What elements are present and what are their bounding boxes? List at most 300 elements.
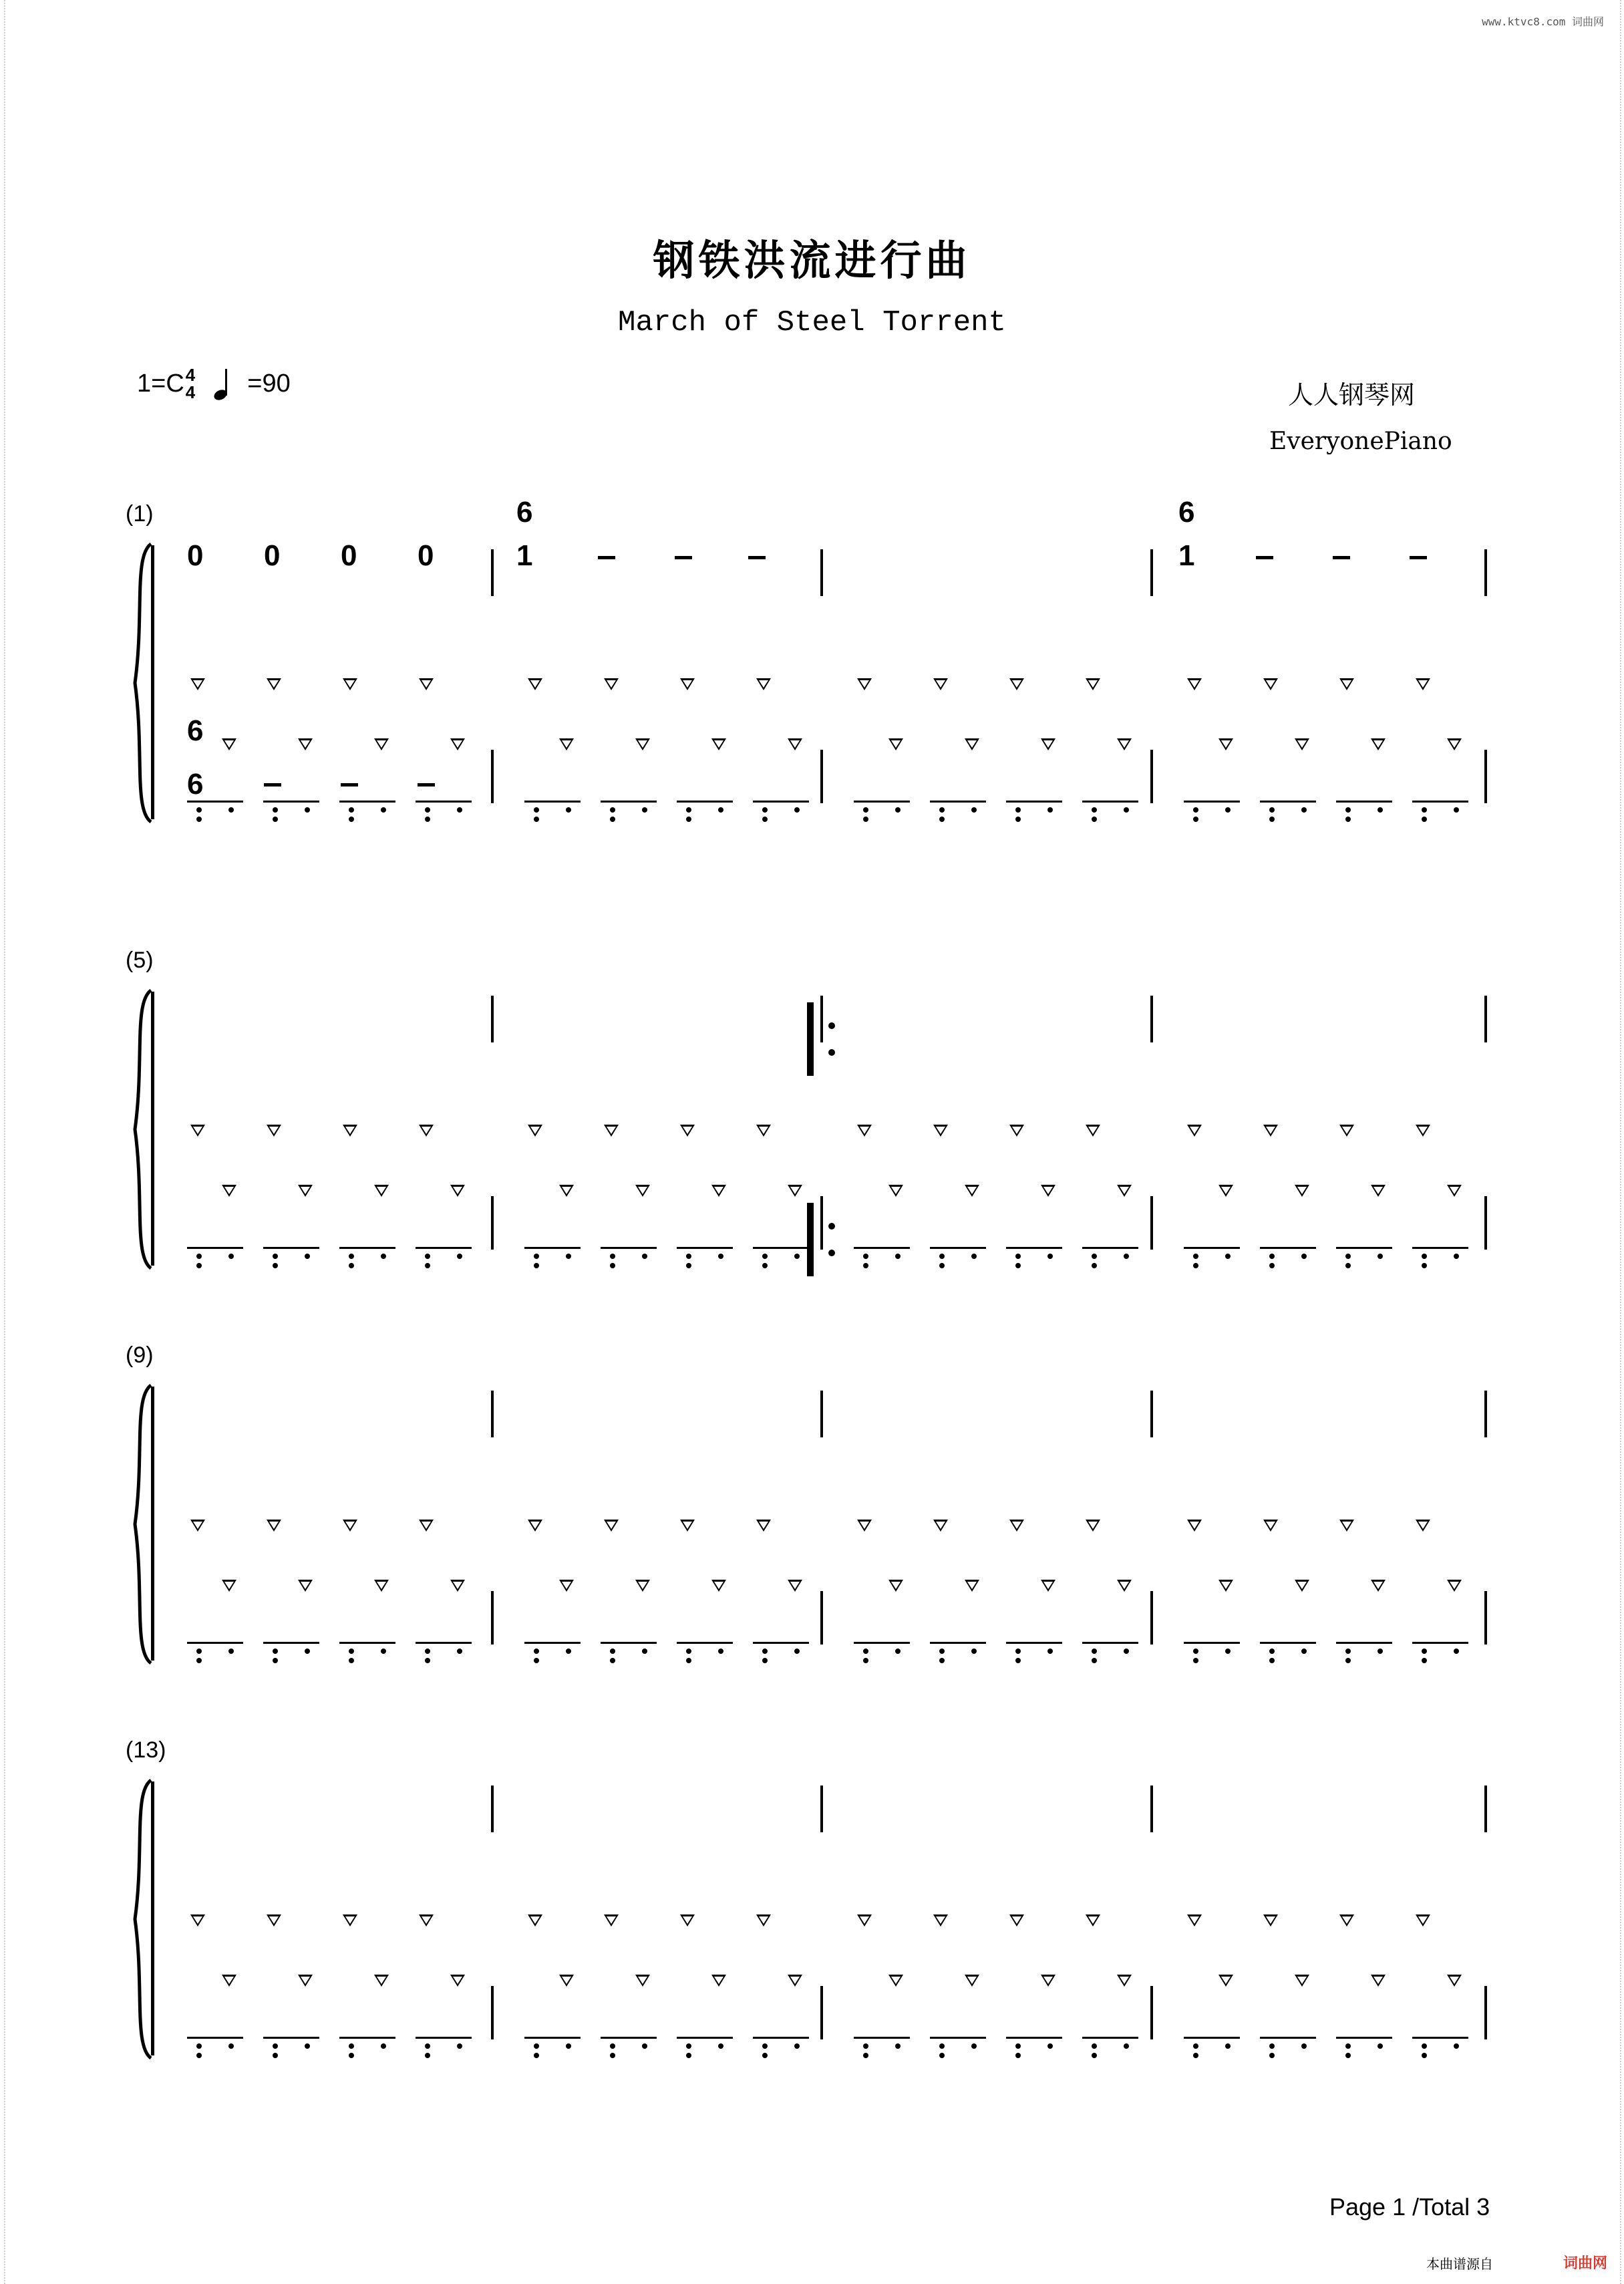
octave-dot (610, 817, 615, 822)
octave-dot (762, 1649, 768, 1654)
octave-dot (718, 2043, 723, 2049)
beat-underline (1412, 1247, 1468, 1249)
beat-underline (1082, 1642, 1138, 1644)
octave-dot (349, 2053, 354, 2058)
octave-dot (1377, 1254, 1383, 1259)
repeat-dot (828, 1250, 835, 1256)
accent-mark-icon (298, 1185, 313, 1197)
accent-mark-icon (1041, 1185, 1055, 1197)
beat-underline (1082, 1247, 1138, 1249)
beat-underline (677, 801, 733, 803)
beat-underline (1082, 801, 1138, 803)
octave-dot (762, 817, 768, 822)
sustain-dash (264, 783, 281, 787)
octave-dot (1015, 1649, 1021, 1654)
octave-dot (1345, 1254, 1351, 1259)
octave-dot (228, 807, 234, 813)
beat-underline (524, 2037, 581, 2039)
octave-dot (1269, 2053, 1275, 2058)
accent-mark-icon (711, 1185, 726, 1197)
beat-underline (263, 2037, 319, 2039)
octave-dot (1015, 2053, 1021, 2058)
beat-underline (1006, 1247, 1062, 1249)
accent-mark-icon (343, 1914, 357, 1926)
accent-mark-icon (267, 1125, 281, 1137)
accent-mark-icon (528, 1914, 542, 1926)
accent-mark-icon (888, 1975, 903, 1987)
octave-dot (1015, 807, 1021, 813)
octave-dot (1193, 1263, 1198, 1268)
octave-dot (1193, 1658, 1198, 1663)
octave-dot (425, 1658, 430, 1663)
octave-dot (1124, 1649, 1129, 1654)
accent-mark-icon (343, 1520, 357, 1532)
accent-mark-icon (528, 1125, 542, 1137)
octave-dot (425, 1254, 430, 1259)
beat-underline (677, 2037, 733, 2039)
octave-dot (1092, 807, 1097, 813)
octave-dot (971, 1254, 977, 1259)
octave-dot (305, 1254, 310, 1259)
accent-mark-icon (680, 1914, 695, 1926)
octave-dot (762, 2053, 768, 2058)
octave-dot (610, 2043, 615, 2049)
barline-bass (1484, 1591, 1487, 1645)
accent-mark-icon (857, 678, 872, 690)
accent-mark-icon (419, 1914, 434, 1926)
accent-mark-icon (965, 1580, 979, 1592)
beat-underline (601, 1642, 657, 1644)
accent-mark-icon (788, 1580, 802, 1592)
measure-number: (13) (126, 1737, 166, 1763)
accent-mark-icon (1117, 1975, 1132, 1987)
octave-dot (939, 807, 945, 813)
octave-dot (1377, 2043, 1383, 2049)
barline-treble (1150, 996, 1153, 1042)
accent-mark-icon (756, 1125, 771, 1137)
accent-mark-icon (1295, 1580, 1309, 1592)
accent-mark-icon (450, 1185, 465, 1197)
octave-dot (1047, 1649, 1053, 1654)
measure-number: (1) (126, 501, 154, 527)
octave-dot (794, 807, 800, 813)
barline-treble (820, 996, 823, 1042)
sustain-dash (598, 556, 615, 559)
octave-dot (939, 1263, 945, 1268)
accent-mark-icon (1187, 1125, 1202, 1137)
octave-dot (1345, 817, 1351, 822)
accent-mark-icon (1219, 1975, 1233, 1987)
octave-dot (1269, 1254, 1275, 1259)
beat-underline (416, 801, 472, 803)
accent-mark-icon (756, 678, 771, 690)
octave-dot (425, 2043, 430, 2049)
accent-mark-icon (1263, 678, 1278, 690)
octave-dot (610, 1254, 615, 1259)
measure-number: (9) (126, 1342, 154, 1368)
octave-dot (718, 807, 723, 813)
accent-mark-icon (1339, 1125, 1354, 1137)
system-left-bar (151, 992, 154, 1266)
octave-dot (425, 817, 430, 822)
barline-bass (1484, 1196, 1487, 1250)
key-label: 1=C (137, 369, 184, 398)
octave-dot (610, 2053, 615, 2058)
accent-mark-icon (222, 1975, 236, 1987)
octave-dot (534, 2043, 539, 2049)
octave-dot (718, 1649, 723, 1654)
accent-mark-icon (1416, 678, 1430, 690)
octave-dot (273, 1658, 278, 1663)
octave-dot (196, 2043, 202, 2049)
octave-dot (1015, 817, 1021, 822)
repeat-barline (807, 1203, 814, 1276)
accent-mark-icon (888, 1185, 903, 1197)
beat-underline (601, 801, 657, 803)
octave-dot (1422, 1649, 1427, 1654)
octave-dot (349, 1254, 354, 1259)
barline-treble (491, 1391, 494, 1437)
accent-mark-icon (1117, 738, 1132, 750)
sustain-dash (1256, 556, 1273, 559)
barline-treble (1150, 1786, 1153, 1832)
barline-treble (1150, 549, 1153, 596)
octave-dot (1301, 2043, 1307, 2049)
sustain-dash (341, 783, 358, 787)
beat-underline (1336, 1642, 1392, 1644)
barline-bass (820, 750, 823, 803)
octave-dot (762, 1658, 768, 1663)
accent-mark-icon (298, 1580, 313, 1592)
octave-dot (1345, 2053, 1351, 2058)
octave-dot (971, 807, 977, 813)
octave-dot (566, 2043, 571, 2049)
octave-dot (895, 1254, 901, 1259)
octave-dot (939, 817, 945, 822)
accent-mark-icon (788, 738, 802, 750)
barline-bass (491, 1196, 494, 1250)
beat-underline (1260, 2037, 1316, 2039)
accent-mark-icon (1009, 1520, 1024, 1532)
barline-treble (820, 549, 823, 596)
accent-mark-icon (857, 1914, 872, 1926)
beat-underline (187, 1247, 243, 1249)
accent-mark-icon (711, 1975, 726, 1987)
accent-mark-icon (419, 1125, 434, 1137)
accent-mark-icon (635, 1185, 650, 1197)
octave-dot (1124, 2043, 1129, 2049)
accent-mark-icon (343, 1125, 357, 1137)
octave-dot (534, 1649, 539, 1654)
octave-dot (381, 1649, 386, 1654)
sustain-dash (675, 556, 692, 559)
beat-underline (753, 1247, 809, 1249)
octave-dot (457, 1649, 462, 1654)
beat-underline (187, 1642, 243, 1644)
octave-dot (895, 807, 901, 813)
accent-mark-icon (190, 1125, 205, 1137)
page-edge-right (1611, 0, 1621, 2284)
octave-dot (1193, 1254, 1198, 1259)
credit-chinese: 人人钢琴网 (1288, 380, 1416, 410)
octave-dot (1092, 1658, 1097, 1663)
beat-underline (1260, 1247, 1316, 1249)
barline-bass (1484, 750, 1487, 803)
barline-treble (491, 549, 494, 596)
score-title: 钢铁洪流进行曲 (653, 236, 971, 285)
repeat-dot (828, 1223, 835, 1230)
octave-dot (939, 1649, 945, 1654)
footer-site-logo: 词曲网 (1563, 2255, 1608, 2271)
octave-dot (1422, 807, 1427, 813)
octave-dot (642, 1254, 647, 1259)
octave-dot (686, 1254, 691, 1259)
accent-mark-icon (190, 1914, 205, 1926)
octave-dot (534, 1263, 539, 1268)
note: 6 (187, 714, 204, 747)
octave-dot (196, 2053, 202, 2058)
octave-dot (305, 1649, 310, 1654)
accent-mark-icon (190, 678, 205, 690)
beat-underline (930, 1247, 986, 1249)
measure-number: (5) (126, 948, 154, 973)
accent-mark-icon (222, 1185, 236, 1197)
octave-dot (1015, 1263, 1021, 1268)
octave-dot (196, 1649, 202, 1654)
accent-mark-icon (1416, 1125, 1430, 1137)
octave-dot (794, 2043, 800, 2049)
octave-dot (1015, 2043, 1021, 2049)
sustain-dash (1410, 556, 1427, 559)
octave-dot (1015, 1658, 1021, 1663)
beat-underline (930, 1642, 986, 1644)
accent-mark-icon (1447, 1185, 1462, 1197)
accent-mark-icon (190, 1520, 205, 1532)
octave-dot (1454, 2043, 1459, 2049)
octave-dot (610, 1658, 615, 1663)
octave-dot (1092, 1649, 1097, 1654)
octave-dot (1422, 1658, 1427, 1663)
accent-mark-icon (635, 1975, 650, 1987)
accent-mark-icon (1086, 1125, 1100, 1137)
octave-dot (273, 1263, 278, 1268)
beat-underline (263, 1642, 319, 1644)
beat-underline (263, 1247, 319, 1249)
accent-mark-icon (450, 738, 465, 750)
accent-mark-icon (1187, 678, 1202, 690)
note: 6 (187, 768, 204, 801)
accent-mark-icon (559, 1580, 574, 1592)
accent-mark-icon (1447, 1580, 1462, 1592)
accent-mark-icon (559, 1185, 574, 1197)
octave-dot (1193, 2053, 1198, 2058)
beat-underline (1006, 2037, 1062, 2039)
octave-dot (642, 2043, 647, 2049)
octave-dot (1377, 1649, 1383, 1654)
beat-underline (753, 1642, 809, 1644)
accent-mark-icon (1117, 1580, 1132, 1592)
beat-underline (1006, 801, 1062, 803)
accent-mark-icon (298, 738, 313, 750)
accent-mark-icon (680, 1520, 695, 1532)
octave-dot (762, 1254, 768, 1259)
octave-dot (686, 817, 691, 822)
octave-dot (1269, 817, 1275, 822)
beat-underline (339, 801, 395, 803)
octave-dot (273, 807, 278, 813)
octave-dot (971, 2043, 977, 2049)
octave-dot (534, 1254, 539, 1259)
beat-underline (1260, 801, 1316, 803)
octave-dot (686, 2043, 691, 2049)
note: 1 (1178, 539, 1195, 572)
octave-dot (1301, 1649, 1307, 1654)
octave-dot (273, 1254, 278, 1259)
accent-mark-icon (857, 1520, 872, 1532)
accent-mark-icon (1295, 738, 1309, 750)
octave-dot (425, 2053, 430, 2058)
beat-underline (930, 2037, 986, 2039)
barline-bass (820, 1196, 823, 1250)
octave-dot (228, 2043, 234, 2049)
octave-dot (305, 2043, 310, 2049)
site-url[interactable]: www.ktvc8.com 词曲网 (1482, 15, 1604, 28)
octave-dot (1345, 1649, 1351, 1654)
beat-underline (1336, 2037, 1392, 2039)
octave-dot (1454, 807, 1459, 813)
rest-note: 0 (341, 539, 357, 572)
octave-dot (273, 2043, 278, 2049)
octave-dot (642, 1649, 647, 1654)
barline-bass (1150, 750, 1153, 803)
accent-mark-icon (756, 1914, 771, 1926)
octave-dot (863, 807, 868, 813)
beat-underline (339, 1247, 395, 1249)
accent-mark-icon (1263, 1125, 1278, 1137)
octave-dot (863, 817, 868, 822)
beat-underline (416, 2037, 472, 2039)
beat-underline (677, 1642, 733, 1644)
repeat-dot (828, 1022, 835, 1029)
accent-mark-icon (374, 1185, 389, 1197)
octave-dot (566, 1649, 571, 1654)
octave-dot (863, 1649, 868, 1654)
octave-dot (566, 1254, 571, 1259)
system-left-bar (151, 1387, 154, 1661)
barline-treble (491, 996, 494, 1042)
octave-dot (939, 1254, 945, 1259)
accent-mark-icon (528, 678, 542, 690)
accent-mark-icon (1041, 1580, 1055, 1592)
beat-underline (339, 2037, 395, 2039)
octave-dot (534, 817, 539, 822)
barline-bass (1150, 1986, 1153, 2039)
octave-dot (939, 2043, 945, 2049)
beat-underline (1336, 801, 1392, 803)
octave-dot (1269, 1649, 1275, 1654)
accent-mark-icon (267, 678, 281, 690)
octave-dot (794, 1254, 800, 1259)
octave-dot (863, 1263, 868, 1268)
octave-dot (425, 807, 430, 813)
accent-mark-icon (374, 1975, 389, 1987)
barline-treble (1484, 996, 1487, 1042)
accent-mark-icon (604, 1125, 619, 1137)
repeat-dot (828, 1049, 835, 1056)
octave-dot (1225, 2043, 1231, 2049)
barline-bass (820, 1591, 823, 1645)
beat-underline (753, 801, 809, 803)
accent-mark-icon (1416, 1520, 1430, 1532)
octave-dot (610, 1649, 615, 1654)
accent-mark-icon (1263, 1914, 1278, 1926)
beat-underline (187, 2037, 243, 2039)
beat-underline (1184, 1247, 1240, 1249)
octave-dot (457, 2043, 462, 2049)
octave-dot (863, 2053, 868, 2058)
octave-dot (1422, 1254, 1427, 1259)
accent-mark-icon (1009, 678, 1024, 690)
beat-underline (1006, 1642, 1062, 1644)
octave-dot (1301, 1254, 1307, 1259)
credit-english: EveryonePiano (1269, 428, 1452, 455)
octave-dot (273, 817, 278, 822)
beat-underline (1082, 2037, 1138, 2039)
octave-dot (1454, 1649, 1459, 1654)
beat-underline (930, 801, 986, 803)
beat-underline (1336, 1247, 1392, 1249)
octave-dot (1269, 1658, 1275, 1663)
octave-dot (349, 807, 354, 813)
octave-dot (1193, 1649, 1198, 1654)
octave-dot (1345, 1263, 1351, 1268)
rest-note: 0 (264, 539, 281, 572)
octave-dot (1269, 807, 1275, 813)
octave-dot (349, 2043, 354, 2049)
octave-dot (566, 807, 571, 813)
accent-mark-icon (1009, 1914, 1024, 1926)
octave-dot (1345, 1658, 1351, 1663)
accent-mark-icon (788, 1975, 802, 1987)
octave-dot (1193, 807, 1198, 813)
octave-dot (863, 1658, 868, 1663)
octave-dot (762, 1263, 768, 1268)
system-left-bar (151, 1781, 154, 2055)
beat-underline (854, 1247, 910, 1249)
note: 1 (516, 539, 533, 572)
octave-dot (1422, 2053, 1427, 2058)
accent-mark-icon (1447, 738, 1462, 750)
octave-dot (1345, 2043, 1351, 2049)
octave-dot (1345, 807, 1351, 813)
octave-dot (273, 2053, 278, 2058)
accent-mark-icon (965, 738, 979, 750)
octave-dot (425, 1263, 430, 1268)
barline-bass (491, 1986, 494, 2039)
octave-dot (1092, 1254, 1097, 1259)
accent-mark-icon (267, 1914, 281, 1926)
accent-mark-icon (1041, 1975, 1055, 1987)
barline-bass (1150, 1591, 1153, 1645)
key-signature (137, 366, 291, 401)
octave-dot (196, 1254, 202, 1259)
accent-mark-icon (419, 1520, 434, 1532)
barline-treble (820, 1786, 823, 1832)
barline-treble (1484, 549, 1487, 596)
octave-dot (1301, 807, 1307, 813)
accent-mark-icon (604, 1914, 619, 1926)
octave-dot (1422, 817, 1427, 822)
